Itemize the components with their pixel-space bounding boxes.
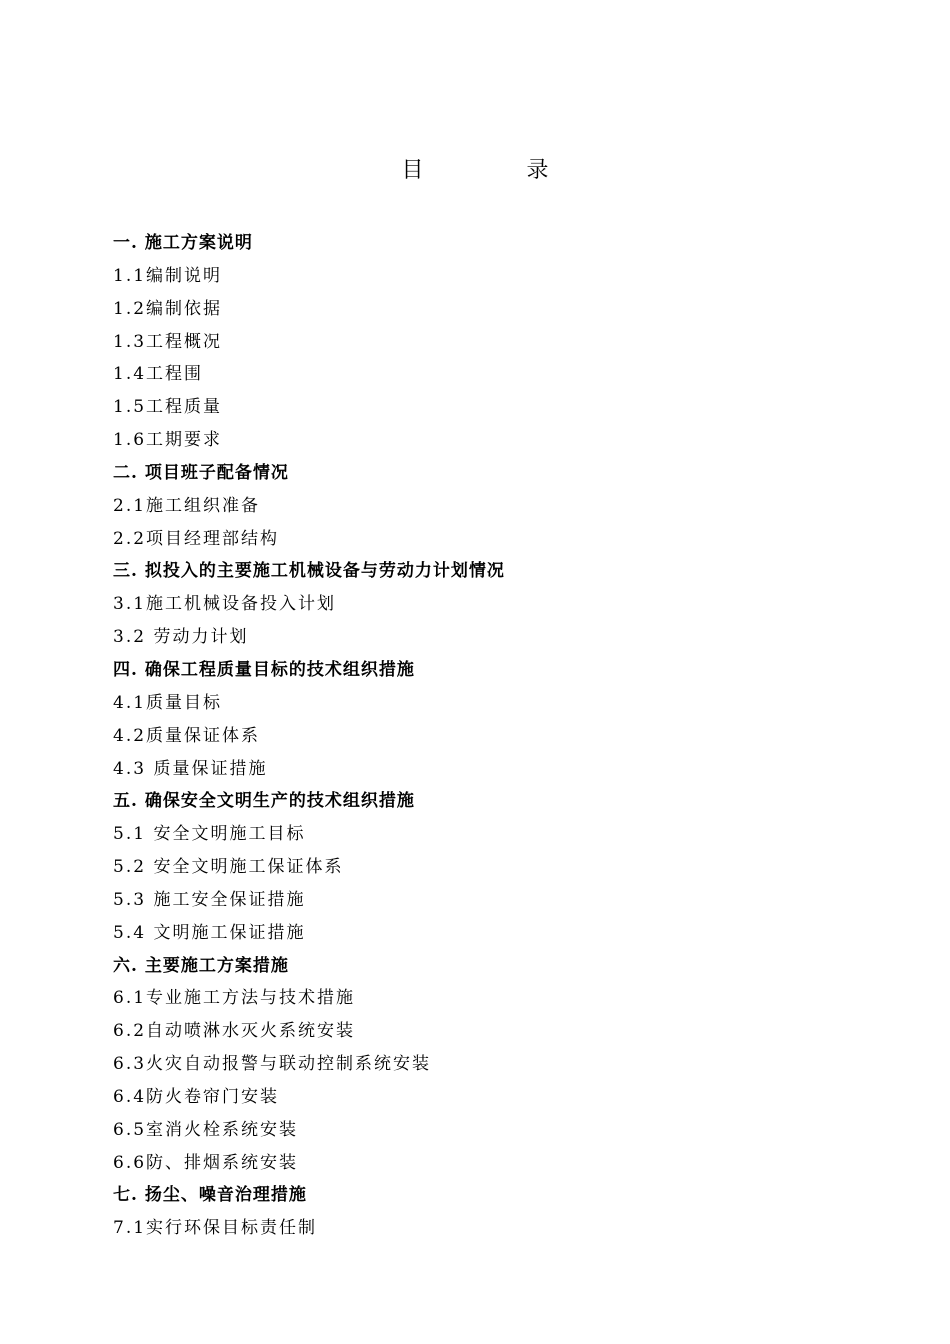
toc-item: 3.1施工机械设备投入计划: [113, 594, 337, 615]
toc-item: 4.1质量目标: [113, 692, 223, 713]
toc-item: 1.1编制说明: [113, 265, 223, 286]
toc-item: 5.4 文明施工保证措施: [113, 922, 306, 943]
toc-section-heading: 二. 项目班子配备情况: [113, 462, 289, 483]
toc-item: 1.4工程围: [113, 364, 204, 385]
page-title: 目 录: [401, 158, 597, 183]
toc-item: 5.2 安全文明施工保证体系: [113, 857, 344, 878]
toc-section-heading: 六. 主要施工方案措施: [113, 955, 289, 976]
toc-item: 2.1施工组织准备: [113, 495, 261, 516]
toc-item: 6.3火灾自动报警与联动控制系统安装: [113, 1054, 432, 1075]
toc-section-heading: 七. 扬尘、噪音治理措施: [113, 1185, 307, 1206]
toc-item: 3.2 劳动力计划: [113, 627, 249, 648]
toc-item: 1.6工期要求: [113, 430, 223, 451]
toc-item: 2.2项目经理部结构: [113, 528, 280, 549]
toc-section-heading: 五. 确保安全文明生产的技术组织措施: [113, 791, 415, 812]
toc-section-heading: 四. 确保工程质量目标的技术组织措施: [113, 659, 415, 680]
toc-item: 6.4防火卷帘门安装: [113, 1086, 280, 1107]
toc-section-heading: 一. 施工方案说明: [113, 233, 253, 253]
toc-item: 4.2质量保证体系: [113, 725, 261, 746]
toc-item: 6.2自动喷淋水灭火系统安装: [113, 1021, 356, 1042]
toc-item: 6.1专业施工方法与技术措施: [113, 988, 356, 1009]
toc-item: 5.1 安全文明施工目标: [113, 824, 306, 845]
toc-item: 1.2编制依据: [113, 298, 223, 319]
toc-item: 6.6防、排烟系统安装: [113, 1152, 299, 1173]
toc-item: 5.3 施工安全保证措施: [113, 889, 306, 910]
toc-item: 4.3 质量保证措施: [113, 758, 268, 779]
toc-section-heading: 三. 拟投入的主要施工机械设备与劳动力计划情况: [113, 561, 505, 582]
toc-item: 1.5工程质量: [113, 397, 223, 418]
toc-item: 6.5室消火栓系统安装: [113, 1119, 299, 1140]
toc-item: 7.1实行环保目标责任制: [113, 1218, 318, 1239]
table-of-contents: [113, 229, 873, 1247]
toc-item: 1.3工程概况: [113, 331, 223, 352]
